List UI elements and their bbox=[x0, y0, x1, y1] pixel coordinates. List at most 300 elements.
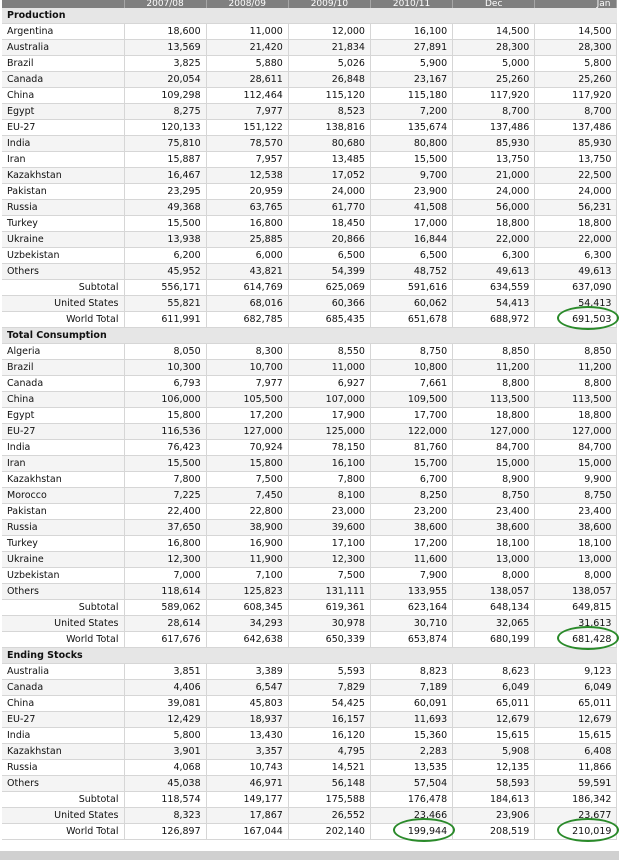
value-cell: 14,521 bbox=[288, 760, 370, 776]
value-cell: 27,891 bbox=[370, 40, 452, 56]
value-cell: 25,885 bbox=[206, 232, 288, 248]
section-header-row bbox=[2, 328, 617, 344]
value-cell: 39,600 bbox=[288, 520, 370, 536]
total-label-cell: World Total bbox=[2, 824, 124, 840]
value-cell: 8,623 bbox=[453, 664, 535, 680]
total-value-cell: 589,062 bbox=[124, 600, 206, 616]
country-cell: Russia bbox=[2, 760, 124, 776]
value-cell: 2,283 bbox=[370, 744, 452, 760]
value-cell: 118,614 bbox=[124, 584, 206, 600]
value-cell: 22,000 bbox=[535, 232, 617, 248]
value-cell: 23,400 bbox=[453, 504, 535, 520]
table-row bbox=[2, 248, 617, 264]
value-cell: 11,900 bbox=[206, 552, 288, 568]
total-value-cell: 680,199 bbox=[453, 632, 535, 648]
country-cell: Egypt bbox=[2, 408, 124, 424]
table-row bbox=[2, 744, 617, 760]
total-value-cell: 184,613 bbox=[453, 792, 535, 808]
value-cell: 115,120 bbox=[288, 88, 370, 104]
value-cell: 20,866 bbox=[288, 232, 370, 248]
value-cell: 45,038 bbox=[124, 776, 206, 792]
total-value-cell: 591,616 bbox=[370, 280, 452, 296]
value-cell: 8,700 bbox=[535, 104, 617, 120]
value-cell: 8,750 bbox=[453, 488, 535, 504]
value-cell: 38,900 bbox=[206, 520, 288, 536]
value-cell: 5,593 bbox=[288, 664, 370, 680]
value-cell: 85,930 bbox=[535, 136, 617, 152]
value-cell: 84,700 bbox=[453, 440, 535, 456]
value-cell: 41,508 bbox=[370, 200, 452, 216]
country-cell: Uzbekistan bbox=[2, 568, 124, 584]
value-cell: 9,123 bbox=[535, 664, 617, 680]
value-cell: 58,593 bbox=[453, 776, 535, 792]
total-value-cell: 31,613 bbox=[535, 616, 617, 632]
value-cell: 28,300 bbox=[535, 40, 617, 56]
value-cell: 81,760 bbox=[370, 440, 452, 456]
value-cell: 16,120 bbox=[288, 728, 370, 744]
value-cell: 16,844 bbox=[370, 232, 452, 248]
total-label-cell: United States bbox=[2, 296, 124, 312]
table-row bbox=[2, 24, 617, 40]
value-cell: 8,100 bbox=[288, 488, 370, 504]
value-cell: 16,100 bbox=[370, 24, 452, 40]
value-cell: 117,920 bbox=[535, 88, 617, 104]
value-cell: 6,927 bbox=[288, 376, 370, 392]
value-cell: 78,570 bbox=[206, 136, 288, 152]
total-value-cell: 634,559 bbox=[453, 280, 535, 296]
value-cell: 56,148 bbox=[288, 776, 370, 792]
value-cell: 8,750 bbox=[535, 488, 617, 504]
value-cell: 138,057 bbox=[535, 584, 617, 600]
table-row bbox=[2, 552, 617, 568]
value-cell: 18,937 bbox=[206, 712, 288, 728]
value-cell: 127,000 bbox=[453, 424, 535, 440]
value-cell: 80,800 bbox=[370, 136, 452, 152]
total-label-cell: Subtotal bbox=[2, 600, 124, 616]
value-cell: 7,225 bbox=[124, 488, 206, 504]
total-value-cell: 23,906 bbox=[453, 808, 535, 824]
total-row bbox=[2, 616, 617, 632]
value-cell: 37,650 bbox=[124, 520, 206, 536]
value-cell: 7,450 bbox=[206, 488, 288, 504]
country-cell: Others bbox=[2, 776, 124, 792]
value-cell: 11,866 bbox=[535, 760, 617, 776]
total-value-cell: 691,503 bbox=[535, 312, 617, 328]
value-cell: 23,295 bbox=[124, 184, 206, 200]
total-value-cell: 8,323 bbox=[124, 808, 206, 824]
value-cell: 7,100 bbox=[206, 568, 288, 584]
value-cell: 8,250 bbox=[370, 488, 452, 504]
value-cell: 6,000 bbox=[206, 248, 288, 264]
table-row bbox=[2, 136, 617, 152]
value-cell: 11,000 bbox=[288, 360, 370, 376]
country-cell: Egypt bbox=[2, 104, 124, 120]
value-cell: 3,389 bbox=[206, 664, 288, 680]
value-cell: 5,908 bbox=[453, 744, 535, 760]
value-cell: 24,000 bbox=[288, 184, 370, 200]
value-cell: 38,600 bbox=[535, 520, 617, 536]
value-cell: 8,550 bbox=[288, 344, 370, 360]
total-value-cell: 556,171 bbox=[124, 280, 206, 296]
value-cell: 15,360 bbox=[370, 728, 452, 744]
value-cell: 24,000 bbox=[453, 184, 535, 200]
value-cell: 138,816 bbox=[288, 120, 370, 136]
total-label-cell: Subtotal bbox=[2, 280, 124, 296]
country-cell: Others bbox=[2, 584, 124, 600]
value-cell: 13,000 bbox=[453, 552, 535, 568]
value-cell: 18,450 bbox=[288, 216, 370, 232]
value-cell: 5,880 bbox=[206, 56, 288, 72]
value-cell: 11,200 bbox=[453, 360, 535, 376]
total-value-cell: 186,342 bbox=[535, 792, 617, 808]
bottom-scrollbar-strip bbox=[0, 851, 619, 860]
value-cell: 6,300 bbox=[535, 248, 617, 264]
country-cell: China bbox=[2, 88, 124, 104]
value-cell: 7,200 bbox=[370, 104, 452, 120]
section-title: Production bbox=[2, 8, 617, 24]
value-cell: 6,500 bbox=[288, 248, 370, 264]
table-row bbox=[2, 392, 617, 408]
total-value-cell: 649,815 bbox=[535, 600, 617, 616]
value-cell: 20,054 bbox=[124, 72, 206, 88]
column-header-row bbox=[2, 0, 617, 8]
value-cell: 7,000 bbox=[124, 568, 206, 584]
value-cell: 8,050 bbox=[124, 344, 206, 360]
value-cell: 22,000 bbox=[453, 232, 535, 248]
table-row bbox=[2, 200, 617, 216]
table-row bbox=[2, 184, 617, 200]
value-cell: 115,180 bbox=[370, 88, 452, 104]
column-header-2009-10: 2009/10 bbox=[288, 0, 370, 8]
value-cell: 5,000 bbox=[453, 56, 535, 72]
value-cell: 15,800 bbox=[124, 408, 206, 424]
value-cell: 21,420 bbox=[206, 40, 288, 56]
column-header-2010-11: 2010/11 bbox=[370, 0, 452, 8]
table-row bbox=[2, 712, 617, 728]
value-cell: 6,049 bbox=[535, 680, 617, 696]
total-value-cell: 54,413 bbox=[453, 296, 535, 312]
value-cell: 24,000 bbox=[535, 184, 617, 200]
value-cell: 15,500 bbox=[124, 216, 206, 232]
value-cell: 137,486 bbox=[453, 120, 535, 136]
value-cell: 6,700 bbox=[370, 472, 452, 488]
total-row bbox=[2, 280, 617, 296]
table-row bbox=[2, 232, 617, 248]
table-row bbox=[2, 472, 617, 488]
value-cell: 8,823 bbox=[370, 664, 452, 680]
value-cell: 70,924 bbox=[206, 440, 288, 456]
value-cell: 45,952 bbox=[124, 264, 206, 280]
country-cell: Iran bbox=[2, 456, 124, 472]
country-cell: Kazakhstan bbox=[2, 168, 124, 184]
value-cell: 17,900 bbox=[288, 408, 370, 424]
value-cell: 12,538 bbox=[206, 168, 288, 184]
value-cell: 8,800 bbox=[535, 376, 617, 392]
value-cell: 125,000 bbox=[288, 424, 370, 440]
value-cell: 9,900 bbox=[535, 472, 617, 488]
table-row bbox=[2, 120, 617, 136]
value-cell: 14,500 bbox=[453, 24, 535, 40]
value-cell: 7,661 bbox=[370, 376, 452, 392]
value-cell: 13,750 bbox=[535, 152, 617, 168]
total-value-cell: 682,785 bbox=[206, 312, 288, 328]
table-row bbox=[2, 216, 617, 232]
country-cell: Ukraine bbox=[2, 552, 124, 568]
total-label-cell: United States bbox=[2, 808, 124, 824]
value-cell: 23,900 bbox=[370, 184, 452, 200]
column-header-label bbox=[2, 0, 124, 8]
table-row bbox=[2, 376, 617, 392]
value-cell: 46,971 bbox=[206, 776, 288, 792]
value-cell: 109,298 bbox=[124, 88, 206, 104]
value-cell: 8,850 bbox=[535, 344, 617, 360]
value-cell: 17,200 bbox=[370, 536, 452, 552]
value-cell: 56,231 bbox=[535, 200, 617, 216]
value-cell: 5,800 bbox=[535, 56, 617, 72]
value-cell: 21,834 bbox=[288, 40, 370, 56]
value-cell: 38,600 bbox=[453, 520, 535, 536]
table-row bbox=[2, 456, 617, 472]
country-cell: Iran bbox=[2, 152, 124, 168]
value-cell: 3,825 bbox=[124, 56, 206, 72]
total-value-cell: 653,874 bbox=[370, 632, 452, 648]
table-row bbox=[2, 776, 617, 792]
value-cell: 80,680 bbox=[288, 136, 370, 152]
value-cell: 113,500 bbox=[535, 392, 617, 408]
value-cell: 13,535 bbox=[370, 760, 452, 776]
total-value-cell: 210,019 bbox=[535, 824, 617, 840]
value-cell: 23,200 bbox=[370, 504, 452, 520]
value-cell: 49,613 bbox=[453, 264, 535, 280]
value-cell: 12,429 bbox=[124, 712, 206, 728]
country-cell: Pakistan bbox=[2, 504, 124, 520]
country-cell: Australia bbox=[2, 664, 124, 680]
table-row bbox=[2, 488, 617, 504]
value-cell: 13,485 bbox=[288, 152, 370, 168]
total-value-cell: 149,177 bbox=[206, 792, 288, 808]
value-cell: 13,000 bbox=[535, 552, 617, 568]
total-value-cell: 60,366 bbox=[288, 296, 370, 312]
table-row bbox=[2, 568, 617, 584]
country-cell: EU-27 bbox=[2, 424, 124, 440]
value-cell: 7,800 bbox=[124, 472, 206, 488]
value-cell: 16,800 bbox=[124, 536, 206, 552]
value-cell: 22,500 bbox=[535, 168, 617, 184]
table-row bbox=[2, 664, 617, 680]
value-cell: 18,800 bbox=[453, 408, 535, 424]
total-value-cell: 23,466 bbox=[370, 808, 452, 824]
value-cell: 8,900 bbox=[453, 472, 535, 488]
total-value-cell: 23,677 bbox=[535, 808, 617, 824]
value-cell: 105,500 bbox=[206, 392, 288, 408]
value-cell: 11,600 bbox=[370, 552, 452, 568]
total-row bbox=[2, 808, 617, 824]
value-cell: 25,260 bbox=[453, 72, 535, 88]
value-cell: 6,793 bbox=[124, 376, 206, 392]
country-cell: Turkey bbox=[2, 536, 124, 552]
value-cell: 16,467 bbox=[124, 168, 206, 184]
value-cell: 7,829 bbox=[288, 680, 370, 696]
value-cell: 135,674 bbox=[370, 120, 452, 136]
total-label-cell: World Total bbox=[2, 632, 124, 648]
country-cell: Brazil bbox=[2, 56, 124, 72]
total-value-cell: 651,678 bbox=[370, 312, 452, 328]
value-cell: 48,752 bbox=[370, 264, 452, 280]
country-cell: Australia bbox=[2, 40, 124, 56]
value-cell: 117,920 bbox=[453, 88, 535, 104]
value-cell: 11,200 bbox=[535, 360, 617, 376]
value-cell: 8,750 bbox=[370, 344, 452, 360]
value-cell: 13,430 bbox=[206, 728, 288, 744]
value-cell: 75,810 bbox=[124, 136, 206, 152]
table-row bbox=[2, 344, 617, 360]
table-row bbox=[2, 536, 617, 552]
value-cell: 7,957 bbox=[206, 152, 288, 168]
total-value-cell: 202,140 bbox=[288, 824, 370, 840]
value-cell: 18,800 bbox=[535, 408, 617, 424]
total-value-cell: 167,044 bbox=[206, 824, 288, 840]
value-cell: 28,300 bbox=[453, 40, 535, 56]
value-cell: 3,851 bbox=[124, 664, 206, 680]
table-row bbox=[2, 424, 617, 440]
value-cell: 17,000 bbox=[370, 216, 452, 232]
total-value-cell: 26,552 bbox=[288, 808, 370, 824]
total-value-cell: 199,944 bbox=[370, 824, 452, 840]
table-row bbox=[2, 504, 617, 520]
value-cell: 54,425 bbox=[288, 696, 370, 712]
value-cell: 13,569 bbox=[124, 40, 206, 56]
country-cell: Russia bbox=[2, 200, 124, 216]
table-row bbox=[2, 264, 617, 280]
value-cell: 12,300 bbox=[288, 552, 370, 568]
country-cell: Algeria bbox=[2, 344, 124, 360]
value-cell: 6,049 bbox=[453, 680, 535, 696]
value-cell: 18,100 bbox=[535, 536, 617, 552]
country-cell: Pakistan bbox=[2, 184, 124, 200]
total-value-cell: 617,676 bbox=[124, 632, 206, 648]
value-cell: 12,300 bbox=[124, 552, 206, 568]
country-cell: Morocco bbox=[2, 488, 124, 504]
value-cell: 15,800 bbox=[206, 456, 288, 472]
total-value-cell: 30,710 bbox=[370, 616, 452, 632]
value-cell: 15,000 bbox=[453, 456, 535, 472]
value-cell: 17,052 bbox=[288, 168, 370, 184]
value-cell: 109,500 bbox=[370, 392, 452, 408]
total-value-cell: 68,016 bbox=[206, 296, 288, 312]
value-cell: 12,679 bbox=[453, 712, 535, 728]
total-value-cell: 17,867 bbox=[206, 808, 288, 824]
value-cell: 20,959 bbox=[206, 184, 288, 200]
country-cell: Canada bbox=[2, 376, 124, 392]
total-value-cell: 55,821 bbox=[124, 296, 206, 312]
value-cell: 65,011 bbox=[453, 696, 535, 712]
total-value-cell: 614,769 bbox=[206, 280, 288, 296]
total-label-cell: Subtotal bbox=[2, 792, 124, 808]
country-cell: Turkey bbox=[2, 216, 124, 232]
total-row bbox=[2, 792, 617, 808]
value-cell: 7,900 bbox=[370, 568, 452, 584]
country-cell: Kazakhstan bbox=[2, 472, 124, 488]
value-cell: 8,523 bbox=[288, 104, 370, 120]
value-cell: 15,887 bbox=[124, 152, 206, 168]
total-value-cell: 648,134 bbox=[453, 600, 535, 616]
value-cell: 6,547 bbox=[206, 680, 288, 696]
value-cell: 57,504 bbox=[370, 776, 452, 792]
value-cell: 13,750 bbox=[453, 152, 535, 168]
value-cell: 10,300 bbox=[124, 360, 206, 376]
country-cell: Ukraine bbox=[2, 232, 124, 248]
value-cell: 11,000 bbox=[206, 24, 288, 40]
table-row bbox=[2, 440, 617, 456]
country-cell: EU-27 bbox=[2, 120, 124, 136]
value-cell: 26,848 bbox=[288, 72, 370, 88]
section-header-row bbox=[2, 648, 617, 664]
value-cell: 8,850 bbox=[453, 344, 535, 360]
total-value-cell: 60,062 bbox=[370, 296, 452, 312]
country-cell: Others bbox=[2, 264, 124, 280]
table-row bbox=[2, 408, 617, 424]
value-cell: 151,122 bbox=[206, 120, 288, 136]
value-cell: 56,000 bbox=[453, 200, 535, 216]
value-cell: 3,357 bbox=[206, 744, 288, 760]
value-cell: 84,700 bbox=[535, 440, 617, 456]
total-value-cell: 681,428 bbox=[535, 632, 617, 648]
value-cell: 122,000 bbox=[370, 424, 452, 440]
table-row bbox=[2, 584, 617, 600]
column-header-jan: Jan bbox=[535, 0, 617, 8]
total-value-cell: 637,090 bbox=[535, 280, 617, 296]
total-value-cell: 54,413 bbox=[535, 296, 617, 312]
value-cell: 5,026 bbox=[288, 56, 370, 72]
total-value-cell: 619,361 bbox=[288, 600, 370, 616]
value-cell: 12,679 bbox=[535, 712, 617, 728]
table-row bbox=[2, 760, 617, 776]
country-cell: EU-27 bbox=[2, 712, 124, 728]
value-cell: 4,406 bbox=[124, 680, 206, 696]
value-cell: 7,977 bbox=[206, 376, 288, 392]
value-cell: 16,157 bbox=[288, 712, 370, 728]
value-cell: 131,111 bbox=[288, 584, 370, 600]
value-cell: 138,057 bbox=[453, 584, 535, 600]
value-cell: 12,135 bbox=[453, 760, 535, 776]
value-cell: 133,955 bbox=[370, 584, 452, 600]
value-cell: 15,000 bbox=[535, 456, 617, 472]
country-cell: India bbox=[2, 136, 124, 152]
value-cell: 107,000 bbox=[288, 392, 370, 408]
country-cell: China bbox=[2, 696, 124, 712]
value-cell: 18,800 bbox=[535, 216, 617, 232]
value-cell: 15,500 bbox=[124, 456, 206, 472]
total-value-cell: 625,069 bbox=[288, 280, 370, 296]
country-cell: India bbox=[2, 440, 124, 456]
country-cell: Canada bbox=[2, 680, 124, 696]
total-row bbox=[2, 824, 617, 840]
country-cell: Brazil bbox=[2, 360, 124, 376]
value-cell: 59,591 bbox=[535, 776, 617, 792]
value-cell: 11,693 bbox=[370, 712, 452, 728]
value-cell: 13,938 bbox=[124, 232, 206, 248]
value-cell: 9,700 bbox=[370, 168, 452, 184]
value-cell: 125,823 bbox=[206, 584, 288, 600]
value-cell: 112,464 bbox=[206, 88, 288, 104]
value-cell: 18,800 bbox=[453, 216, 535, 232]
value-cell: 49,613 bbox=[535, 264, 617, 280]
value-cell: 15,615 bbox=[535, 728, 617, 744]
value-cell: 6,500 bbox=[370, 248, 452, 264]
value-cell: 17,700 bbox=[370, 408, 452, 424]
value-cell: 7,500 bbox=[206, 472, 288, 488]
total-row bbox=[2, 312, 617, 328]
